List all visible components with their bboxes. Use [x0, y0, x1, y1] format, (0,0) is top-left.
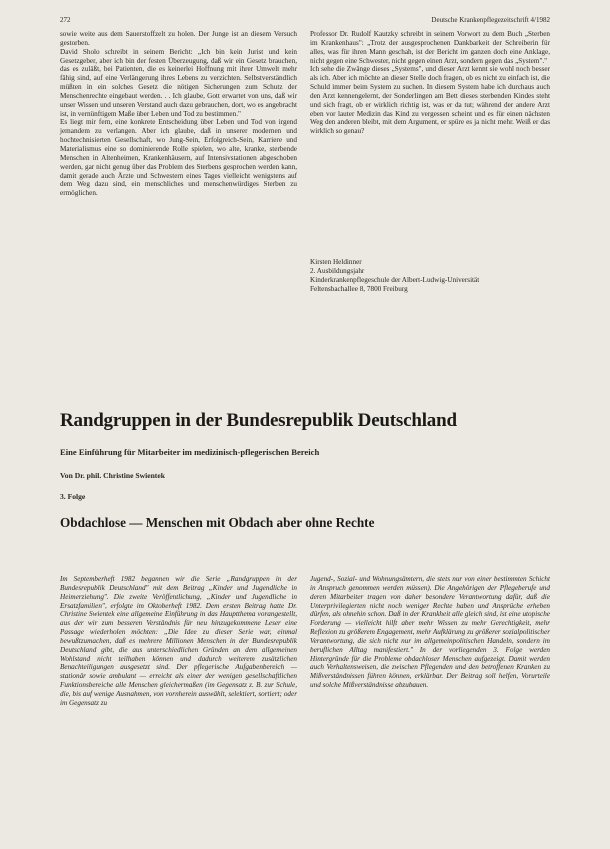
- intro-paragraph: Im Septemberheft 1982 begannen wir die Serie „Randgruppen in der Bundesrepublik Deutschland" mit dem Beitrag „Kinder und Jugendliche in Heimerziehung". Die zweite Veröffentlichung, „Kinder und Jugendliche in Ersatzfamilien", erfolgte im Oktoberheft 1982. Dem ersten Beitrag hatte Dr. Christine Swientek eine allgemeine Einführung in das Hauptthema vorangestellt, aus der wir zum besseren Verständnis für neu hinzugekommene Leser eine Passage wiederholen möchten: „Die Idee zu dieser Serie war, einmal bewußtzumachen, daß es mehrere Millionen Menschen in der Bundesrepublik Deutschland gibt, die aus unterschiedlichen Gründen an dem allgemeinen Wohlstand nicht teilhaben können und dadurch weiterem zusätzlichen Benachteiligungen ausgesetzt sind. Der pflegerische Aufgabenbereich — stationär sowie ambulant — erreicht als einer der wenigen gesellschaftlichen Funktionsbereiche alle Menschen gleichermaßen (im Gegensatz z. B. zur Schule, die, bis auf wenige Ausnahmen, von vornherein auswählt, selektiert, sortiert; oder im Gegensatz zu: [60, 575, 297, 707]
- paragraph: David Sholo schreibt in seinem Bericht: „Ich bin kein Jurist und kein Gesetzgeber, aber ich bin der festen Überzeugung, daß wir ein Gesetz brauchen, das es zuläßt, bei Patienten, die es keinerlei Hoffnung mit ihrer Umwelt mehr fähig sind, auf eine Verlängerung ihres Lebens zu verzichten. Selbstverständlich müßten in ein solches Gesetz die nötigen Sicherungen zum Schutz der Menschenrechte eingebaut werden. . . Ich glaube, Gott erwartet von uns, daß wir unser Wissen und unseren Verstand auch dazu gebrauchen, dort, wo es angebracht ist, in vernünftigem Maße über Leben und Tod zu bestimmen.": [60, 47, 297, 118]
- author-signature: [310, 258, 550, 293]
- article-subtitle: Eine Einführung für Mitarbeiter im medizinisch-pflegerischen Bereich: [60, 447, 320, 457]
- paragraph: Ich sehe die Zwänge dieses „Systems", und dieser Arzt kennt sie wohl noch besser als ich. Aber ich möchte an dieser Stelle doch fragen, ob es nicht zu einfach ist, die Schuld immer beim System zu suchen. In diesem System habe ich durchaus auch den Arzt kennengelernt, der Sonderlingen am Bett dieses sterbenden Kindes steht und sich fragt, ob er wirklich richtig ist, was er da tut; während der andere Arzt eben vor lauter Medizin das Kind zu vergessen scheint und es für einen nächsten Weg den anderen bleibt, mit dem Argument, er spüre es ja nicht mehr. Weiß er das wirklich so genau?: [310, 65, 550, 136]
- continued-text-left-column: [60, 30, 297, 198]
- paragraph: sowie weite aus dem Sauerstoffzelt zu holen. Der Junge ist an diesem Versuch gestorben.: [60, 30, 297, 47]
- continued-text-right-column: [310, 30, 550, 136]
- paragraph: Es liegt mir fern, eine konkrete Entscheidung über Leben und Tod von irgend jemandem zu verlangen. Aber ich glaube, daß in unserer modernen und hochtechnisierten Gesellschaft, wo Jung-Sein, Erfolgreich-Sein, Karriere und Materialismus eine so dominierende Rolle spielen, wo alte, kranke, sterbende Menschen in Altenheimen, Krankenhäusern, auf Intensivstationen abgeschoben werden, gar nicht genug über das Problem des Sterbens gesprochen werden kann, damit gerade auch Ärzte und Schwestern eines Tages vielleicht wenigstens auf dem Weg dazu sind, ein menschliches und menschenwürdiges Sterben zu ermöglichen.: [60, 118, 297, 198]
- intro-right-column: [310, 575, 550, 690]
- article-title: Randgruppen in der Bundesrepublik Deutschland: [60, 410, 457, 431]
- intro-left-column: [60, 575, 297, 708]
- signature-line: 2. Ausbildungsjahr: [310, 266, 365, 275]
- signature-line: Feltensbachallee 8, 7800 Freiburg: [310, 284, 408, 293]
- journal-title: Deutsche Krankenpflegezeitschrift 4/1982: [431, 16, 550, 24]
- signature-line: Kinderkrankenpflegeschule der Albert-Ludwig-Universität: [310, 275, 480, 284]
- page-number: 272: [60, 16, 71, 24]
- page-header: [60, 16, 550, 28]
- article-author: Von Dr. phil. Christine Swientek: [60, 471, 165, 480]
- signature-name: Kirsten Heldinner: [310, 258, 362, 266]
- paragraph: Professor Dr. Rudolf Kautzky schreibt in seinem Vorwort zu dem Buch „Sterben im Krankenhaus": „Trotz der ausgesprochenen Dankbarkeit der Schreiberin für alles, was für ihren Mann geschah, ist der Bericht im ganzen doch eine Anklage, nicht gegen eine Schwester, nicht gegen einen Arzt, sondern gegen das „System".": [310, 30, 550, 65]
- series-part: 3. Folge: [60, 492, 86, 501]
- intro-paragraph: Jugend-, Sozial- und Wohnungsämtern, die stets nur von einer bestimmten Schicht in Anspruch genommen werden müssen). Die Angehörigen der Pflegeberufe und deren Mitarbeiter tragen von daher besondere Verantwortung dafür, daß die Unterprivilegierten nicht noch weniger Rechte haben und Ansprüche erheben dürfen, als ohnehin schon. Daß in der Krankheit alle gleich sind, ist eine utopische Forderung — vielleicht hilft aber mehr Wissen zu mehr Gerechtigkeit, mehr Reflexion zu größerem Engagement, mehr Aufklärung zu größerer sozialpolitischer Verantwortung, die sich nicht nur im allgemeinpolitischen Handeln, sondern im beruflichen Alltag manifestiert." In der vorliegenden 3. Folge werden Hintergründe für die Probleme obdachloser Menschen aufgezeigt. Damit werden auch Verhaltensweisen, die zwischen Pflegenden und den betroffenen Kranken zu Mißverständnissen führen können, erklärbar. Der Beitrag soll helfen, Vorurteile und solche Mißverständnisse abzubauen.: [310, 575, 550, 690]
- section-title: Obdachlose — Menschen mit Obdach aber ohne Rechte: [60, 515, 375, 530]
